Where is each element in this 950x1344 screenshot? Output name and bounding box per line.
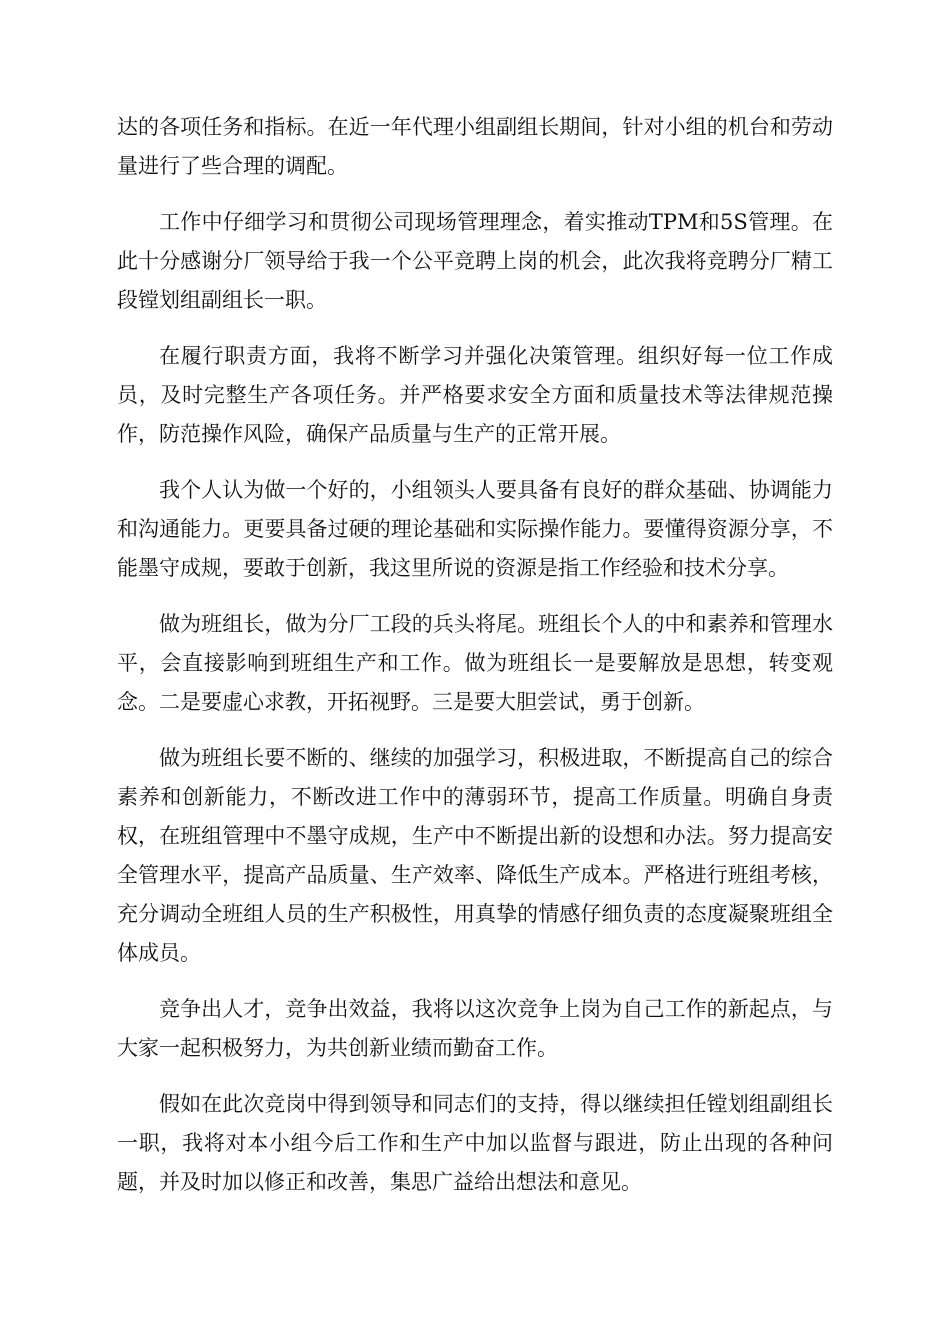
paragraph-1: 达的各项任务和指标。在近一年代理小组副组长期间，针对小组的机台和劳动量进行了些合理的调配。 bbox=[117, 115, 833, 178]
paragraph-6: 做为班组长要不断的、继续的加强学习，积极进取，不断提高自己的综合素养和创新能力，不断改进工作中的薄弱环节，提高工作质量。明确自身责权，在班组管理中不墨守成规，生产中不断提出新的设想和办法。努力提高安全管理水平，提高产品质量、生产效率、降低生产成本。严格进行班组考核，充分调动全班组人员的生产积极性，用真挚的情感仔细负责的态度凝聚班组全体成员。 bbox=[117, 746, 833, 965]
paragraph-3: 在履行职责方面，我将不断学习并强化决策管理。组织好每一位工作成员，及时完整生产各项任务。并严格要求安全方面和质量技术等法律规范操作，防范操作风险，确保产品质量与生产的正常开展。 bbox=[117, 344, 833, 446]
paragraph-7: 竞争出人才，竞争出效益，我将以这次竞争上岗为自己工作的新起点，与大家一起积极努力，为共创新业绩而勤奋工作。 bbox=[117, 997, 833, 1060]
paragraph-8: 假如在此次竞岗中得到领导和同志们的支持，得以继续担任镗划组副组长一职，我将对本小组今后工作和生产中加以监督与跟进，防止出现的各种问题，并及时加以修正和改善，集思广益给出想法和意见。 bbox=[117, 1092, 833, 1194]
paragraph-4: 我个人认为做一个好的，小组领头人要具备有良好的群众基础、协调能力和沟通能力。更要具备过硬的理论基础和实际操作能力。要懂得资源分享，不能墨守成规，要敢于创新，我这里所说的资源是指工作经验和技术分享。 bbox=[117, 478, 833, 580]
paragraph-5: 做为班组长，做为分厂工段的兵头将尾。班组长个人的中和素养和管理水平，会直接影响到班组生产和工作。做为班组长一是要解放是思想，转变观念。二是要虚心求教，开拓视野。三是要大胆尝试，勇于创新。 bbox=[117, 612, 833, 714]
document-body bbox=[117, 108, 833, 1219]
paragraph-2: 工作中仔细学习和贯彻公司现场管理理念，着实推动TPM和5S管理。在此十分感谢分厂领导给于我一个公平竞聘上岗的机会，此次我将竞聘分厂精工段镗划组副组长一职。 bbox=[117, 210, 833, 312]
